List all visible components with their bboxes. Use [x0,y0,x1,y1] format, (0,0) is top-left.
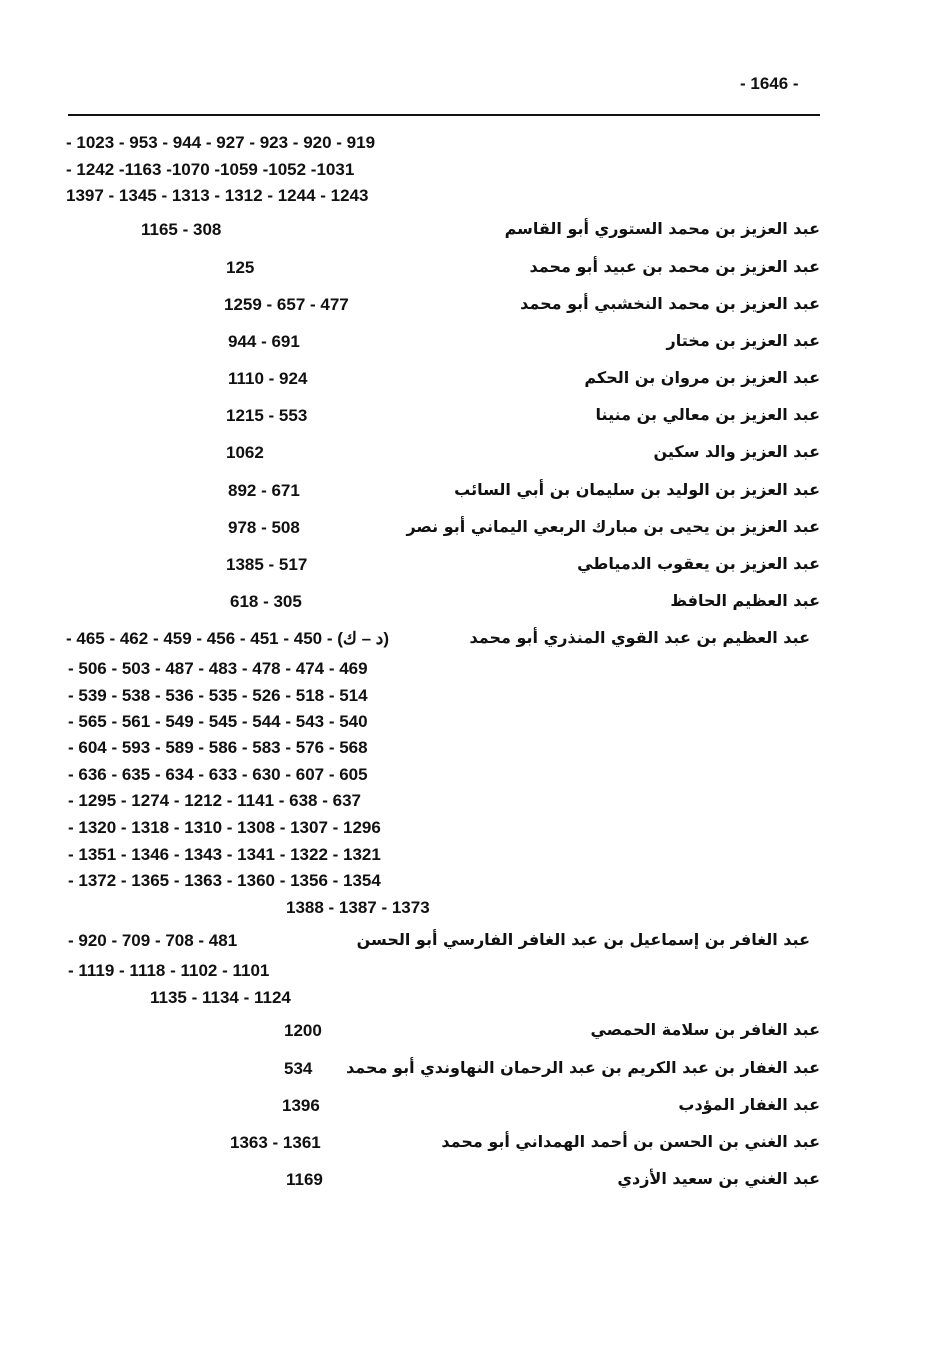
index-entry-refs: 1363 - 1361 [230,1133,321,1152]
index-entry-name: عبد العزيز بن الوليد بن سليمان بن أبي السائب [454,480,820,499]
index-entry-refs: 1396 [282,1096,320,1115]
page-number: - 1646 - [740,74,799,93]
index-entry-name: عبد الغافر بن سلامة الحمصي [590,1020,820,1039]
index-entry-name: عبد العظيم الحافظ [670,591,820,610]
index-entry-refs: 1200 [284,1021,322,1040]
header-rule [68,114,820,116]
index-entry-refs: 1388 - 1387 - 1373 [286,898,430,917]
index-entry-refs: 1135 - 1134 - 1124 [150,988,291,1007]
continuation-line: - 1242 -1163 -1070 -1059 -1052 -1031 [66,160,355,179]
index-entry-name: عبد العزيز بن محمد بن عبيد أبو محمد [529,257,820,276]
index-entry-name: عبد الغني بن سعيد الأزدي [617,1169,820,1188]
continuation-line: - 1023 - 953 - 944 - 927 - 923 - 920 - 919 [66,133,376,152]
index-entry-name: عبد العزيز بن يحيى بن مبارك الربعي اليماني أبو نصر [406,517,820,536]
index-entry-refs: 1215 - 553 [226,406,308,425]
index-entry-refs: - 1119 - 1118 - 1102 - 1101 [68,961,270,980]
index-entry-refs: - 604 - 593 - 589 - 586 - 583 - 576 - 568 [68,738,368,757]
index-entry-name: عبد العزيز والد سكين [653,442,820,461]
index-entry-refs: 978 - 508 [228,518,300,537]
index-entry-refs: 1062 [226,443,264,462]
index-entry-refs: 944 - 691 [228,332,300,351]
index-entry-refs: - 465 - 462 - 459 - 456 - 451 - 450 - (د – ك) [66,629,390,648]
index-entry-refs: 892 - 671 [228,481,300,500]
index-entry-refs: 1169 [286,1170,323,1189]
index-entry-name: عبد العزيز بن محمد الستوري أبو القاسم [504,219,820,238]
index-entry-name: عبد العزيز بن مختار [666,331,820,350]
index-entry-refs: 1259 - 657 - 477 [224,295,349,314]
index-entry-refs: - 539 - 538 - 536 - 535 - 526 - 518 - 514 [68,686,368,705]
index-entry-refs: - 1320 - 1318 - 1310 - 1308 - 1307 - 1296 [68,818,381,837]
index-entry-refs: - 1351 - 1346 - 1343 - 1341 - 1322 - 1321 [68,845,381,864]
index-entry-refs: - 1372 - 1365 - 1363 - 1360 - 1356 - 1354 [68,871,381,890]
index-entry-name: عبد الغفار المؤدب [678,1095,820,1114]
index-entry-refs: - 920 - 709 - 708 - 481 [68,931,238,950]
index-entry-name: عبد الغفار بن عبد الكريم بن عبد الرحمان النهاوندي أبو محمد [346,1058,820,1077]
index-entry-name: عبد الغني بن الحسن بن أحمد الهمداني أبو محمد [441,1132,820,1151]
index-entry-name: عبد العزيز بن يعقوب الدمياطي [577,554,820,573]
index-entry-refs: 1165 - 308 [141,220,222,239]
index-entry-name: عبد العظيم بن عبد القوي المنذري أبو محمد [469,628,810,647]
index-entry-refs: 125 [226,258,255,277]
index-entry-refs: - 1295 - 1274 - 1212 - 1141 - 638 - 637 [68,791,361,810]
index-entry-refs: 534 [284,1059,313,1078]
index-entry-refs: 618 - 305 [230,592,302,611]
index-entry-name: عبد الغافر بن إسماعيل بن عبد الغافر الفارسي أبو الحسن [356,930,810,949]
index-entry-name: عبد العزيز بن محمد النخشبي أبو محمد [520,294,820,313]
index-entry-refs: - 565 - 561 - 549 - 545 - 544 - 543 - 540 [68,712,368,731]
continuation-line: 1397 - 1345 - 1313 - 1312 - 1244 - 1243 [66,186,369,205]
index-entry-refs: - 636 - 635 - 634 - 633 - 630 - 607 - 605 [68,765,368,784]
index-entry-name: عبد العزيز بن مروان بن الحكم [584,368,820,387]
index-entry-refs: 1110 - 924 [228,369,308,388]
index-entry-name: عبد العزيز بن معالي بن منينا [595,405,820,424]
index-entry-refs: - 506 - 503 - 487 - 483 - 478 - 474 - 469 [68,659,368,678]
index-entry-refs: 1385 - 517 [226,555,308,574]
